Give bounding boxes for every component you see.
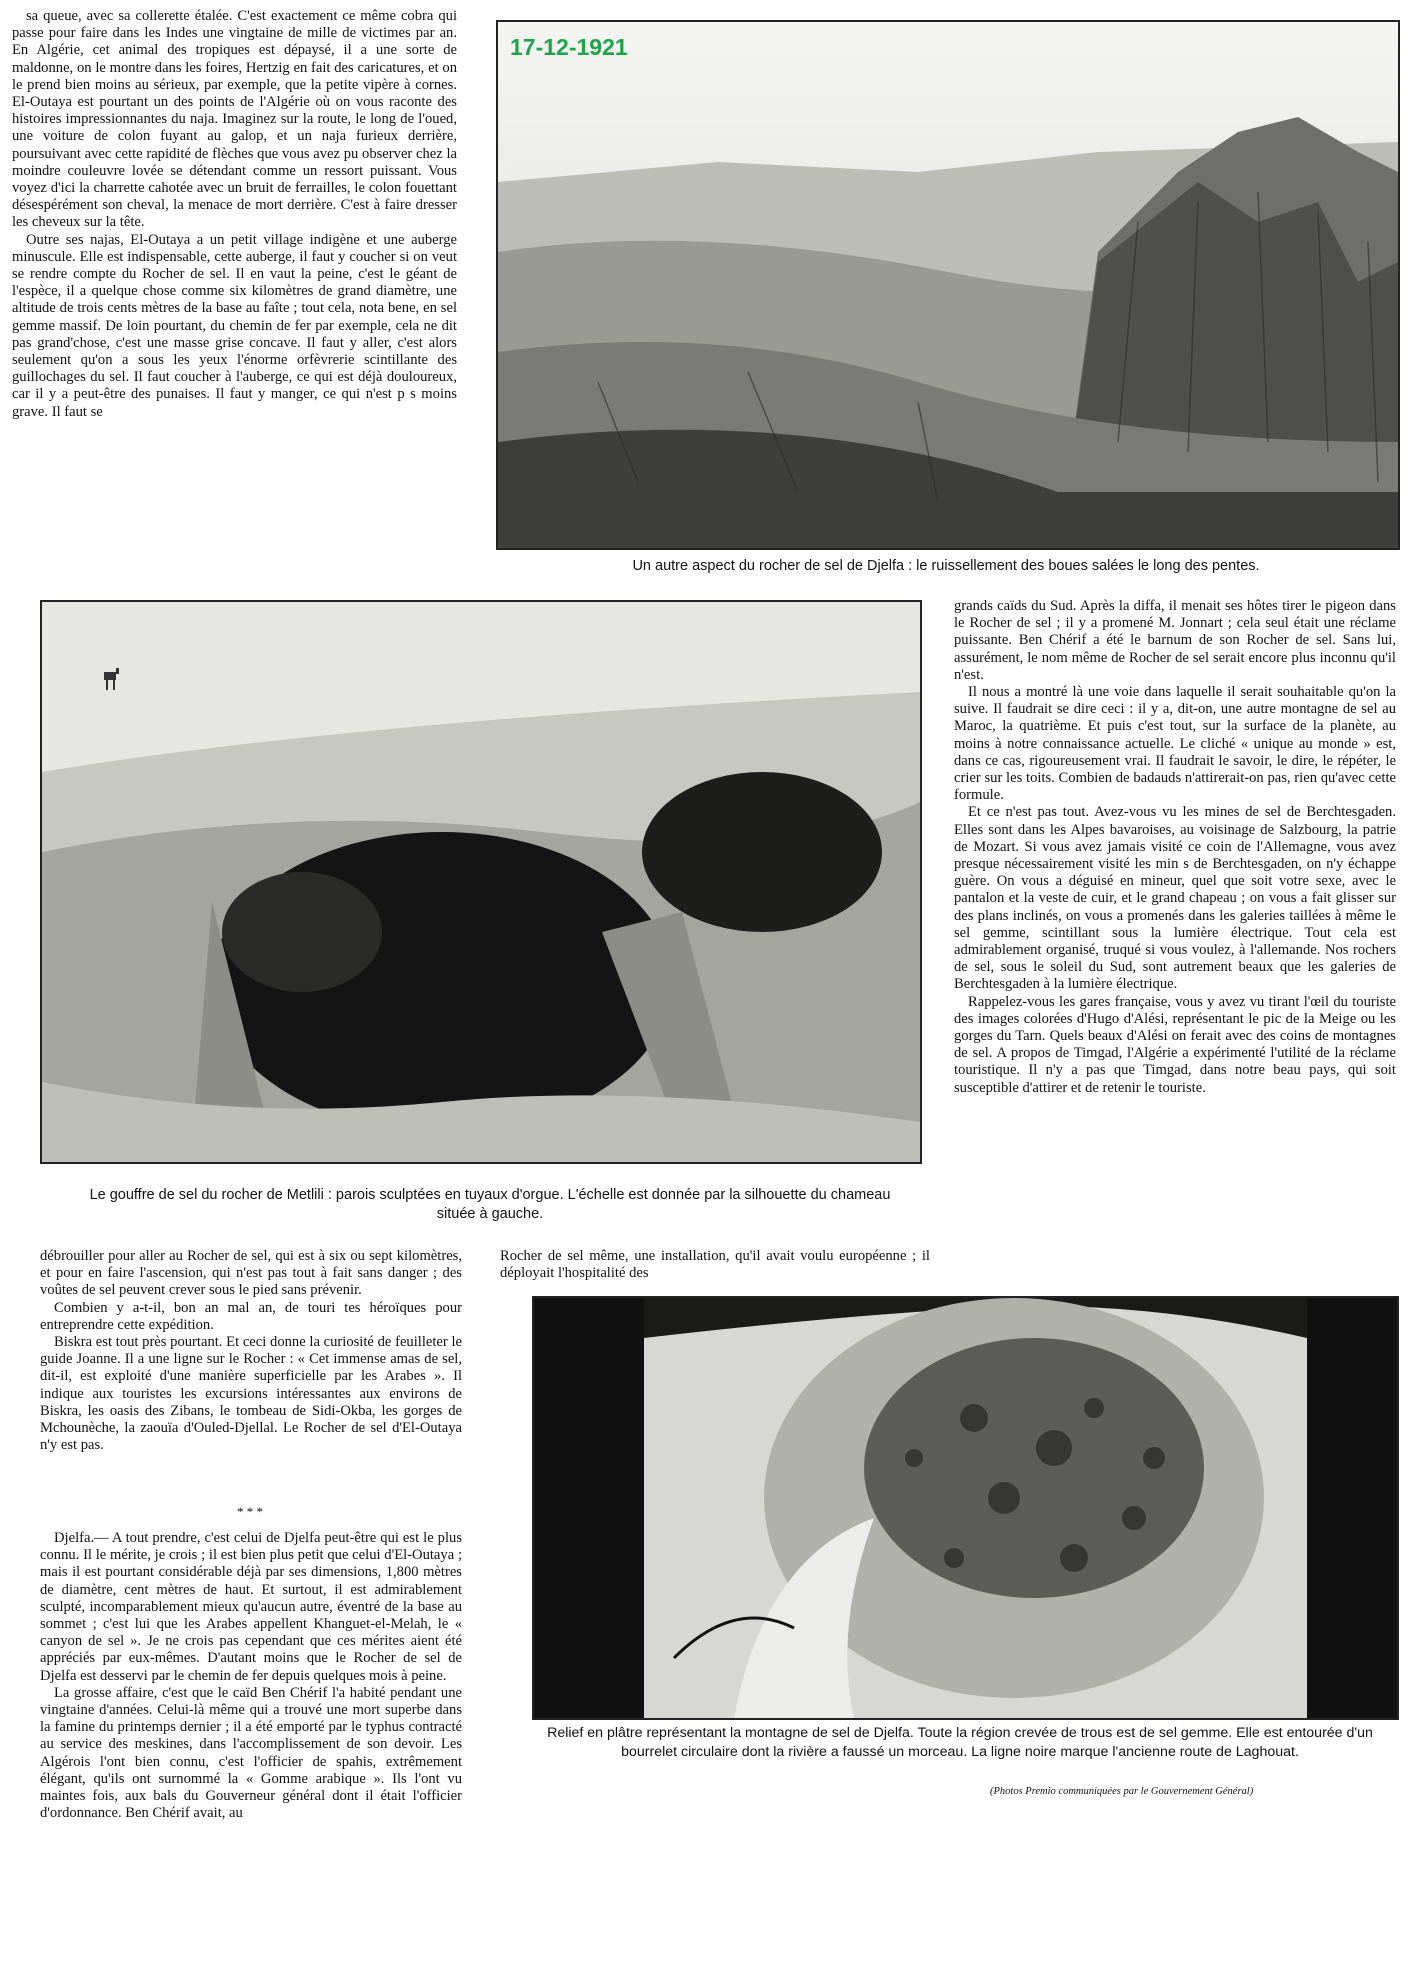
photo-salt-rock-slopes — [496, 20, 1400, 550]
paragraph: Djelfa.— A tout prendre, c'est celui de Djelfa peut-être qui est le plus connu. Il le mérite, je crois ; il est bien plus petit que celui d'El-Outaya ; mais il est pourtant considérable déjà par ses dimensions, 1,800 mètres de diamètre, cent mètres de haut. Et surtout, il est admirablement sculpté, incomparablement mieux qu'aucun autre, éventré de la base au sommet ; c'est lui que les Arabes appellent Khanguet-el-Melah, le « canyon de sel ». Je ne crois pas cependant que ces mérites aient été appréciés par eux-mêmes. D'autant moins que le Rocher de sel de Djelfa est desservi par le chemin de fer depuis quelques mois à peine. — [40, 1530, 462, 1684]
caption-middle-photo: Le gouffre de sel du rocher de Metlili : parois sculptées en tuyaux d'orgue. L'échelle est donnée par la silhouette du chameau située à gauche. — [89, 1187, 891, 1222]
caption-top-photo: Un autre aspect du rocher de sel de Djelfa : le ruissellement des boues salées le long des pentes. — [632, 558, 1260, 574]
column-bottom-left-b — [40, 1530, 462, 1822]
paragraph: Biskra est tout près pourtant. Et ceci donne la curiosité de feuilleter le guide Joanne. Il a une ligne sur le Rocher : « Cet immense amas de sel, dit-il, est exploité d'une manière superficielle par les Arabes ». Il indique aux touristes les excursions intéressantes aux environs de Biskra, les oasis des Zibans, le tombeau de Sidi-Okba, les gorges de Mchounèche, la zaouïa d'Ouled-Djellal. Le Rocher de sel d'El-Outaya n'y est pas. — [40, 1334, 462, 1454]
photo-djelfa-plaster-relief — [532, 1296, 1399, 1720]
paragraph: Il nous a montré là une voie dans laquelle il serait souhaitable qu'on la suive. Il faudrait se dire ceci : il y a, dit-on, une autre montagne de sel au Maroc, la quatrième. Et puis c'est tout, sur la surface de la planète, au moins à notre connaissance actuelle. Le cliché « unique au monde » est, dans ce cas, rigoureusement vrai. Il faudrait le savoir, le dire, le répéter, le crier sur les toits. Combien de badauds n'attirerait-on pas, rien qu'avec cette formule. — [954, 684, 1396, 804]
paragraph: Outre ses najas, El-Outaya a un petit village indigène et une auberge minuscule. Elle est indispensable, cette auberge, il faut y coucher si on veut se rendre compte du Rocher de sel. Il en vaut la peine, c'est le géant de l'espèce, il a quelque chose comme six kilomètres de grand diamètre, une altitude de trois cents mètres de la base au faîte ; tout cela, nota bene, en sel gemme massif. De loin pourtant, du chemin de fer par exemple, cela ne dit pas grand'chose, c'est une masse grise concave. Il faut y aller, c'est alors seulement qu'on a sous les yeux l'énorme orfèvrerie scintillante des guillochages du sel. Il faut coucher à l'auberge, ce qui est déjà douloureux, car il y a peut-être des punaises. Il faut y manger, ce qui n'est p s moins grave. Il faut se — [12, 231, 457, 420]
paragraph: grands caïds du Sud. Après la diffa, il menait ses hôtes tirer le pigeon dans le Rocher de sel ; il y a promené M. Jonnart ; cela seul était une réclame puissante. Ben Chérif a été le barnum de son Rocher de sel. Sans lui, assurément, le nom même de Rocher de sel serait encore plus inconnu qu'il n'est. — [954, 598, 1396, 683]
paragraph: Rappelez-vous les gares française, vous y avez vu tirant l'œil du touriste des images colorées d'Hugo d'Alési, représentant le pic de la Meige ou les gorges du Tarn. Quels beaux d'Alési on ferait avec des coins de montagnes de sel. A propos de Timgad, l'Algérie a expérimenté l'utilité de la réclame touristique. Il n'y a pas que Timgad, dans notre beau pays, qui soit susceptible d'attirer et de retenir le touriste. — [954, 993, 1396, 1096]
column-top-left — [12, 8, 457, 421]
date-stamp: 17-12-1921 — [510, 34, 628, 60]
column-middle-right — [954, 598, 1396, 1097]
paragraph: La grosse affaire, c'est que le caïd Ben Chérif l'a habité pendant une vingtaine d'années. Celui-là même qui a trouvé une mort superbe dans la famine du printemps dernier ; il a été emporté par le typhus contracté au service des meskines, dans l'accomplissement de son devoir. Les Algérois l'ont bien connu, c'est l'officier de spahis, extrêmement élégant, qu'ils ont surnommé la « Gomme arabique ». Ils l'ont vu maintes fois, aux bals du Gouverneur général dont il était l'officier d'ordonnance. Ben Chérif avait, au — [40, 1684, 462, 1822]
column-bottom-middle — [500, 1248, 930, 1282]
paragraph: Et ce n'est pas tout. Avez-vous vu les mines de sel de Berchtesgaden. Elles sont dans les Alpes bavaroises, au voisinage de Salzbourg, la patrie de Mozart. Si vous avez jamais visité ce coin de l'Allemagne, vous avez presque nécessairement visité les min s de Berchtesgaden, on n'y échappe guère. On vous a déguisé en mineur, quel que soit votre sexe, avec le pantalon et la veste de cuir, et le grand chapeau ; on vous a fait glisser sur des plans inclinés, on vous a promenés dans les galeries taillées à même le sel gemme, scintillant sous la lumière électrique. Tout cela est admirablement organisé, truqué si vous voulez, à l'allemande. Nos rochers de sel, sous le soleil du Sud, sont autrement beaux que les galeries de Berchtesgaden à la lumière électrique. — [954, 804, 1396, 993]
column-bottom-left-a — [40, 1248, 462, 1454]
paragraph: sa queue, avec sa collerette étalée. C'est exactement ce même cobra qui passe pour faire dans les Indes une vingtaine de mille de victimes par an. En Algérie, cet animal des tropiques est dépaysé, il a une sorte de maldonne, on le montre dans les foires, Hertzig en fait des caricatures, et on le prend bien moins au sérieux, par exemple, que la petite vipère à cornes. El-Outaya est pourtant un des points de l'Algérie où on vous raconte des histoires impressionnantes du naja. Imaginez sur la route, le long de l'oued, une voiture de colon fuyant au galop, et un naja furieux derrière, poursuivant avec cette rapidité de flèches que vous avez pu observer chez la moindre couleuvre lovée se détendant comme un ressort puissant. Vous voyez d'ici la charrette cahotée avec un bruit de ferrailles, le colon fouettant désespérément son cheval, la menace de mort derrière. C'est à faire dresser les cheveux sur la tête. — [12, 8, 457, 231]
photo-credit: (Photos Premio communiquées par le Gouvernement Général) — [990, 1786, 1254, 1797]
paragraph: Combien y a-t-il, bon an mal an, de touri tes héroïques pour entreprendre cette expédition. — [40, 1299, 462, 1333]
paragraph: Rocher de sel même, une installation, qu'il avait voulu européenne ; il déployait l'hospitalité des — [500, 1248, 930, 1282]
caption-bottom-photo: Relief en plâtre représentant la montagne de sel de Djelfa. Toute la région crevée de trous est de sel gemme. Elle est entourée d'un bourrelet circulaire dont la rivière a faussé un morceau. La ligne noire marque l'ancienne route de Laghouat. — [547, 1725, 1373, 1760]
paragraph: débrouiller pour aller au Rocher de sel, qui est à six ou sept kilomètres, et pour en faire l'ascension, qui n'est pas tout à fait sans danger ; des voûtes de sel peuvent crever sous le pied sans prévenir. — [40, 1248, 462, 1299]
section-break-stars: * * * — [237, 1504, 263, 1519]
photo-metlili-salt-chasm — [40, 600, 922, 1164]
